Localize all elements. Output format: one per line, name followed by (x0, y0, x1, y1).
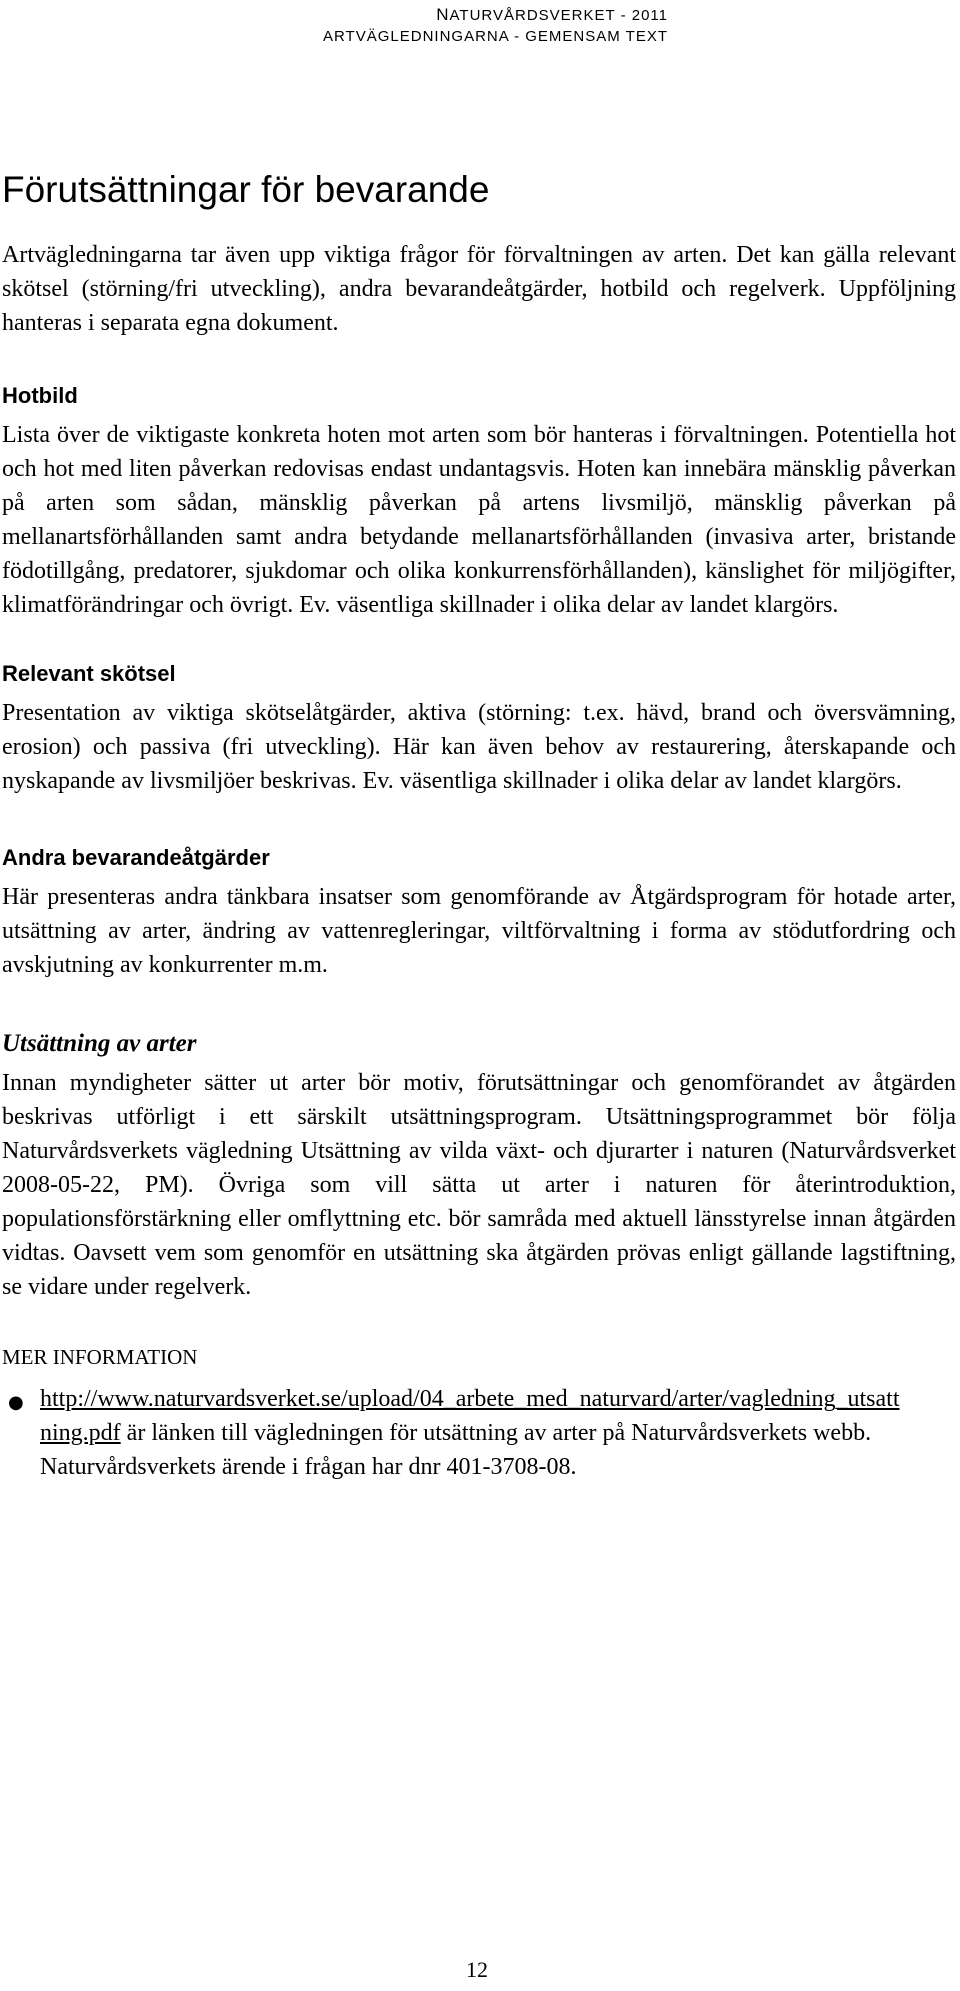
more-info-heading: MER INFORMATION (2, 1345, 198, 1369)
header-subtitle: ARTVÄGLEDNINGARNA - GEMENSAM TEXT (322, 28, 668, 45)
bevarande-paragraph: Här presenteras andra tänkbara insatser som genomförande av Åtgärdsprogram för hotade arter, utsättning av arter, ändring av vattenregleringar, viltförvaltning i forma av stödutfordring och avskjutning av konkurrenter m.m. (2, 884, 956, 978)
guidance-link[interactable]: http://www.naturvardsverket.se/upload/04_arbete_med_naturvard/arter/vagledning_utsattning.pdf (40, 1386, 900, 1446)
hotbild-heading: Hotbild (2, 383, 78, 408)
page-title: Förutsättningar för bevarande (2, 169, 490, 210)
header-publisher-rest: ATURVÅRDSVERKET - 2011 (449, 7, 668, 24)
intro-paragraph: Artvägledningarna tar även upp viktiga frågor för förvaltningen av arten. Det kan gälla relevant skötsel (störning/fri utveckling), andra bevarandeåtgärder, hotbild och regelverk. Uppföljning hanteras i separata egna dokument. (2, 242, 956, 336)
section-andra-bevarandeatgarder (2, 844, 956, 982)
running-header (323, 6, 668, 45)
skotsel-paragraph: Presentation av viktiga skötselåtgärder, aktiva (störning: t.ex. hävd, brand och översvämning, erosion) och passiva (fri utveckling). Här kan även behov av restaurering, återskapande och nyskapande av livsmiljöer beskrivas. Ev. väsentliga skillnader i olika delar av landet klargörs. (2, 700, 956, 794)
page-content (2, 168, 956, 1484)
more-info-bullet (2, 1382, 900, 1484)
utsattning-heading: Utsättning av arter (2, 1030, 197, 1057)
section-more-info (2, 1344, 956, 1484)
header-publisher-initial: N (436, 5, 450, 24)
utsattning-paragraph: Innan myndigheter sätter ut arter bör motiv, förutsättningar och genomförandet av åtgärden beskrivas utförligt i ett särskilt utsättningsprogram. Utsättningsprogrammet bör följa Naturvårdsverkets vägledning Utsättning av vilda växt- och djurarter i naturen (Naturvårdsverket 2008-05-22, PM). Övriga som vill sätta ut arter i naturen för återintroduktion, populationsförstärkning eller omflyttning etc. bör samråda med aktuell länsstyrelse innan åtgärden vidtas. Oavsett vem som genomför en utsättning ska åtgärden prövas enligt gällande lagstiftning, se vidare under regelverk. (2, 1070, 956, 1300)
more-info-text (40, 1382, 900, 1484)
section-hotbild (2, 382, 956, 622)
bullet-icon: ● (8, 1392, 24, 1413)
section-relevant-skotsel (2, 660, 956, 798)
skotsel-heading: Relevant skötsel (2, 661, 176, 686)
bevarande-heading: Andra bevarandeåtgärder (2, 845, 270, 870)
link-description: är länken till vägledningen för utsättning av arter på Naturvårdsverkets webb. Naturvårdsverkets ärende i frågan har dnr 401-3708-08. (40, 1420, 872, 1480)
section-utsattning (2, 1030, 956, 1304)
hotbild-paragraph: Lista över de viktigaste konkreta hoten mot arten som bör hanteras i förvaltningen. Potentiella hot och hot med liten påverkan redovisas endast undantagsvis. Hoten kan innebära mänsklig påverkan på arten som sådan, mänsklig påverkan på artens livsmiljö, mänsklig påverkan på mellanartsförhållanden samt andra betydande mellanartsförhållanden (invasiva arter, bristande födotillgång, predatorer, sjukdomar och olika konkurrensförhållanden), känslighet för miljögifter, klimatförändringar och övrigt. Ev. väsentliga skillnader i olika delar av landet klargörs. (2, 422, 956, 618)
header-publisher (323, 6, 668, 24)
page-number: 12 (466, 1957, 488, 1982)
